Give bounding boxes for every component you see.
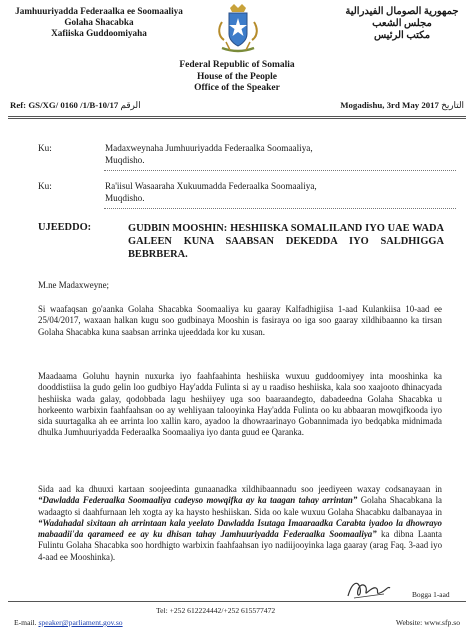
page-number: Bogga 1-aad (412, 590, 450, 599)
letterhead-arabic-line: مكتب الرئيس (373, 30, 431, 41)
footer-email (14, 618, 123, 627)
reference-label: Ref: (10, 100, 27, 110)
letterhead-arabic-line: مجلس الشعب (372, 18, 432, 29)
reference-row (10, 100, 464, 114)
recipient-title: Ra'iisul Wasaaraha Xukuumadda Federaalka Soomaaliya, (105, 181, 317, 191)
footer-website-link[interactable]: www.sfp.so (424, 618, 460, 627)
date-arabic-label: التاريخ (441, 100, 464, 110)
recipient-dotted-line (104, 208, 456, 209)
recipient-title: Madaxweynaha Jumhuuriyadda Federaalka Soomaaliya, (105, 143, 313, 153)
recipient-one (105, 142, 455, 166)
footer-website-label: Website: (395, 618, 423, 627)
footer-telephone: Tel: +252 612224442/+252 615577472 (156, 606, 276, 615)
paragraph-three (38, 484, 442, 563)
recipient-label: Ku: (38, 181, 52, 191)
recipient-dotted-line (104, 170, 456, 171)
letterhead-somali (14, 6, 184, 39)
recipient-city: Muqdisho. (105, 155, 145, 165)
place-date (340, 100, 464, 111)
paragraph-three-text: Golaha Shacabkana la wadaagto si daahfurnaan leh xogta ay ka haysto heshiiskan. Sida oo kale wuxuu Golaha Shacabku dalbanayaa in (38, 495, 442, 517)
footer-email-label: E-mail. (14, 618, 37, 627)
coat-of-arms-icon (216, 4, 260, 56)
salutation: M.ne Madaxweyne; (38, 280, 109, 290)
recipient-two (105, 180, 455, 204)
letterhead-english (130, 60, 344, 95)
letterhead-somali-line: Xafiiska Guddoomiyaha (51, 28, 147, 38)
paragraph-three-text: ka dibna Laanta Fulintu Golaha Shacabka soo hordhigto warbixin faahfaahsan iyo nadiijooyinka laga gaaray (arag Faq. 3-aad iyo 4-aad ee Mooshinka). (38, 529, 442, 562)
place-date-text: Mogadishu, 3rd May 2017 (340, 100, 439, 110)
letterhead-arabic-line: جمهورية الصومال الفيدرالية (345, 6, 459, 17)
reference-number (10, 100, 141, 111)
letterhead-english-line: House of the People (197, 71, 277, 82)
paragraph-two: Maadaama Goluhu haynin nuxurka iyo faahfaahinta heshiiska wuxuu guddoomiyey inta mooshinka ka dooddistiisa la gudo gelin loo gudbiyo Hay'adda Fulinta si ay u raadiso heshiiska, kala soo xaajooto dhinacyada heshiiska wada galay, qodobbada lagu heshiiyey uga soo baaraandegto, dabadeedna Golaha Shacabka u horkeento warbixin faahfaahsan oo ay wehliyaan talooyinka Hay'adda Fulinta oo ku abbaaran mowqifkooda iyo sida suurtagalka ah ee arrinta loo xallin karo, ayadoo la dhowraarinayo Gobannimada iyo bedqabka midnimada dhulka Jumhuuriyadda Federaalka Soomaaliya iyo danta guud ee Qaranka. (38, 371, 442, 438)
subject-label: UJEEDDO: (38, 222, 92, 233)
footer-divider (8, 601, 466, 602)
paragraph-one: Si waafaqsan go'aanka Golaha Shacabka Soomaaliya ku gaaray Kalfadhigiisa 1-aad Kulankiisa 10-aad ee 25/04/2017, waxaan halkan kugu soo gudbinaya Mooshin is fasiraya oo iga soo gaaray xildhibaanno ka tirsan Golaha Shacabka kuna saabsan arrinka ujeeddada kor ku xusan. (38, 304, 442, 337)
quoted-request-two: “Wadahadal sixitaan ah arrintaan kala yeelato Dawladda Isutaga Imaaraadka Carabta iyadoo la dhowrayo mabaadii'da qarameed ee ay ku dhisan tahay Jamhuuriyadda Federaalka Soomaaliya” (38, 517, 442, 540)
footer-email-link[interactable]: speaker@parliament.gov.so (38, 618, 123, 627)
reference-value: GS/XG/ 0160 /1/B-10/17 (28, 100, 119, 110)
letterhead-arabic (342, 6, 462, 42)
letterhead-somali-line: Jamhuuriyadda Federaalka ee Soomaaliya (15, 6, 183, 16)
reference-arabic-label: الرقم (120, 100, 141, 110)
header-divider-second (8, 118, 466, 119)
footer-website (396, 618, 460, 627)
letterhead-english-line: Office of the Speaker (194, 83, 280, 93)
header-divider (8, 116, 466, 117)
subject-text: GUDBIN MOOSHIN: HESHIISKA SOMALILAND IYO UAE WADA GALEEN KUNA SAABSAN DEKEDDA IYO SALDHIGGA BEBRBERA. (128, 223, 444, 260)
letterhead-english-line: Federal Republic of Somalia (179, 60, 295, 70)
recipient-label: Ku: (38, 143, 52, 153)
signature-icon (344, 576, 394, 602)
paragraph-three-text: Sida aad ka dhuuxi kartaan soojeedinta gunaanadka xildhibaannadu soo jeediyeen waxay codsanayaan in (38, 484, 442, 494)
quoted-request-one: “Dawladda Federaalka Soomaaliya cadeyso mowqifka ay ka taagan tahay arrintan” (38, 495, 358, 506)
letterhead-somali-line: Golaha Shacabka (64, 17, 134, 27)
recipient-city: Muqdisho. (105, 193, 145, 203)
